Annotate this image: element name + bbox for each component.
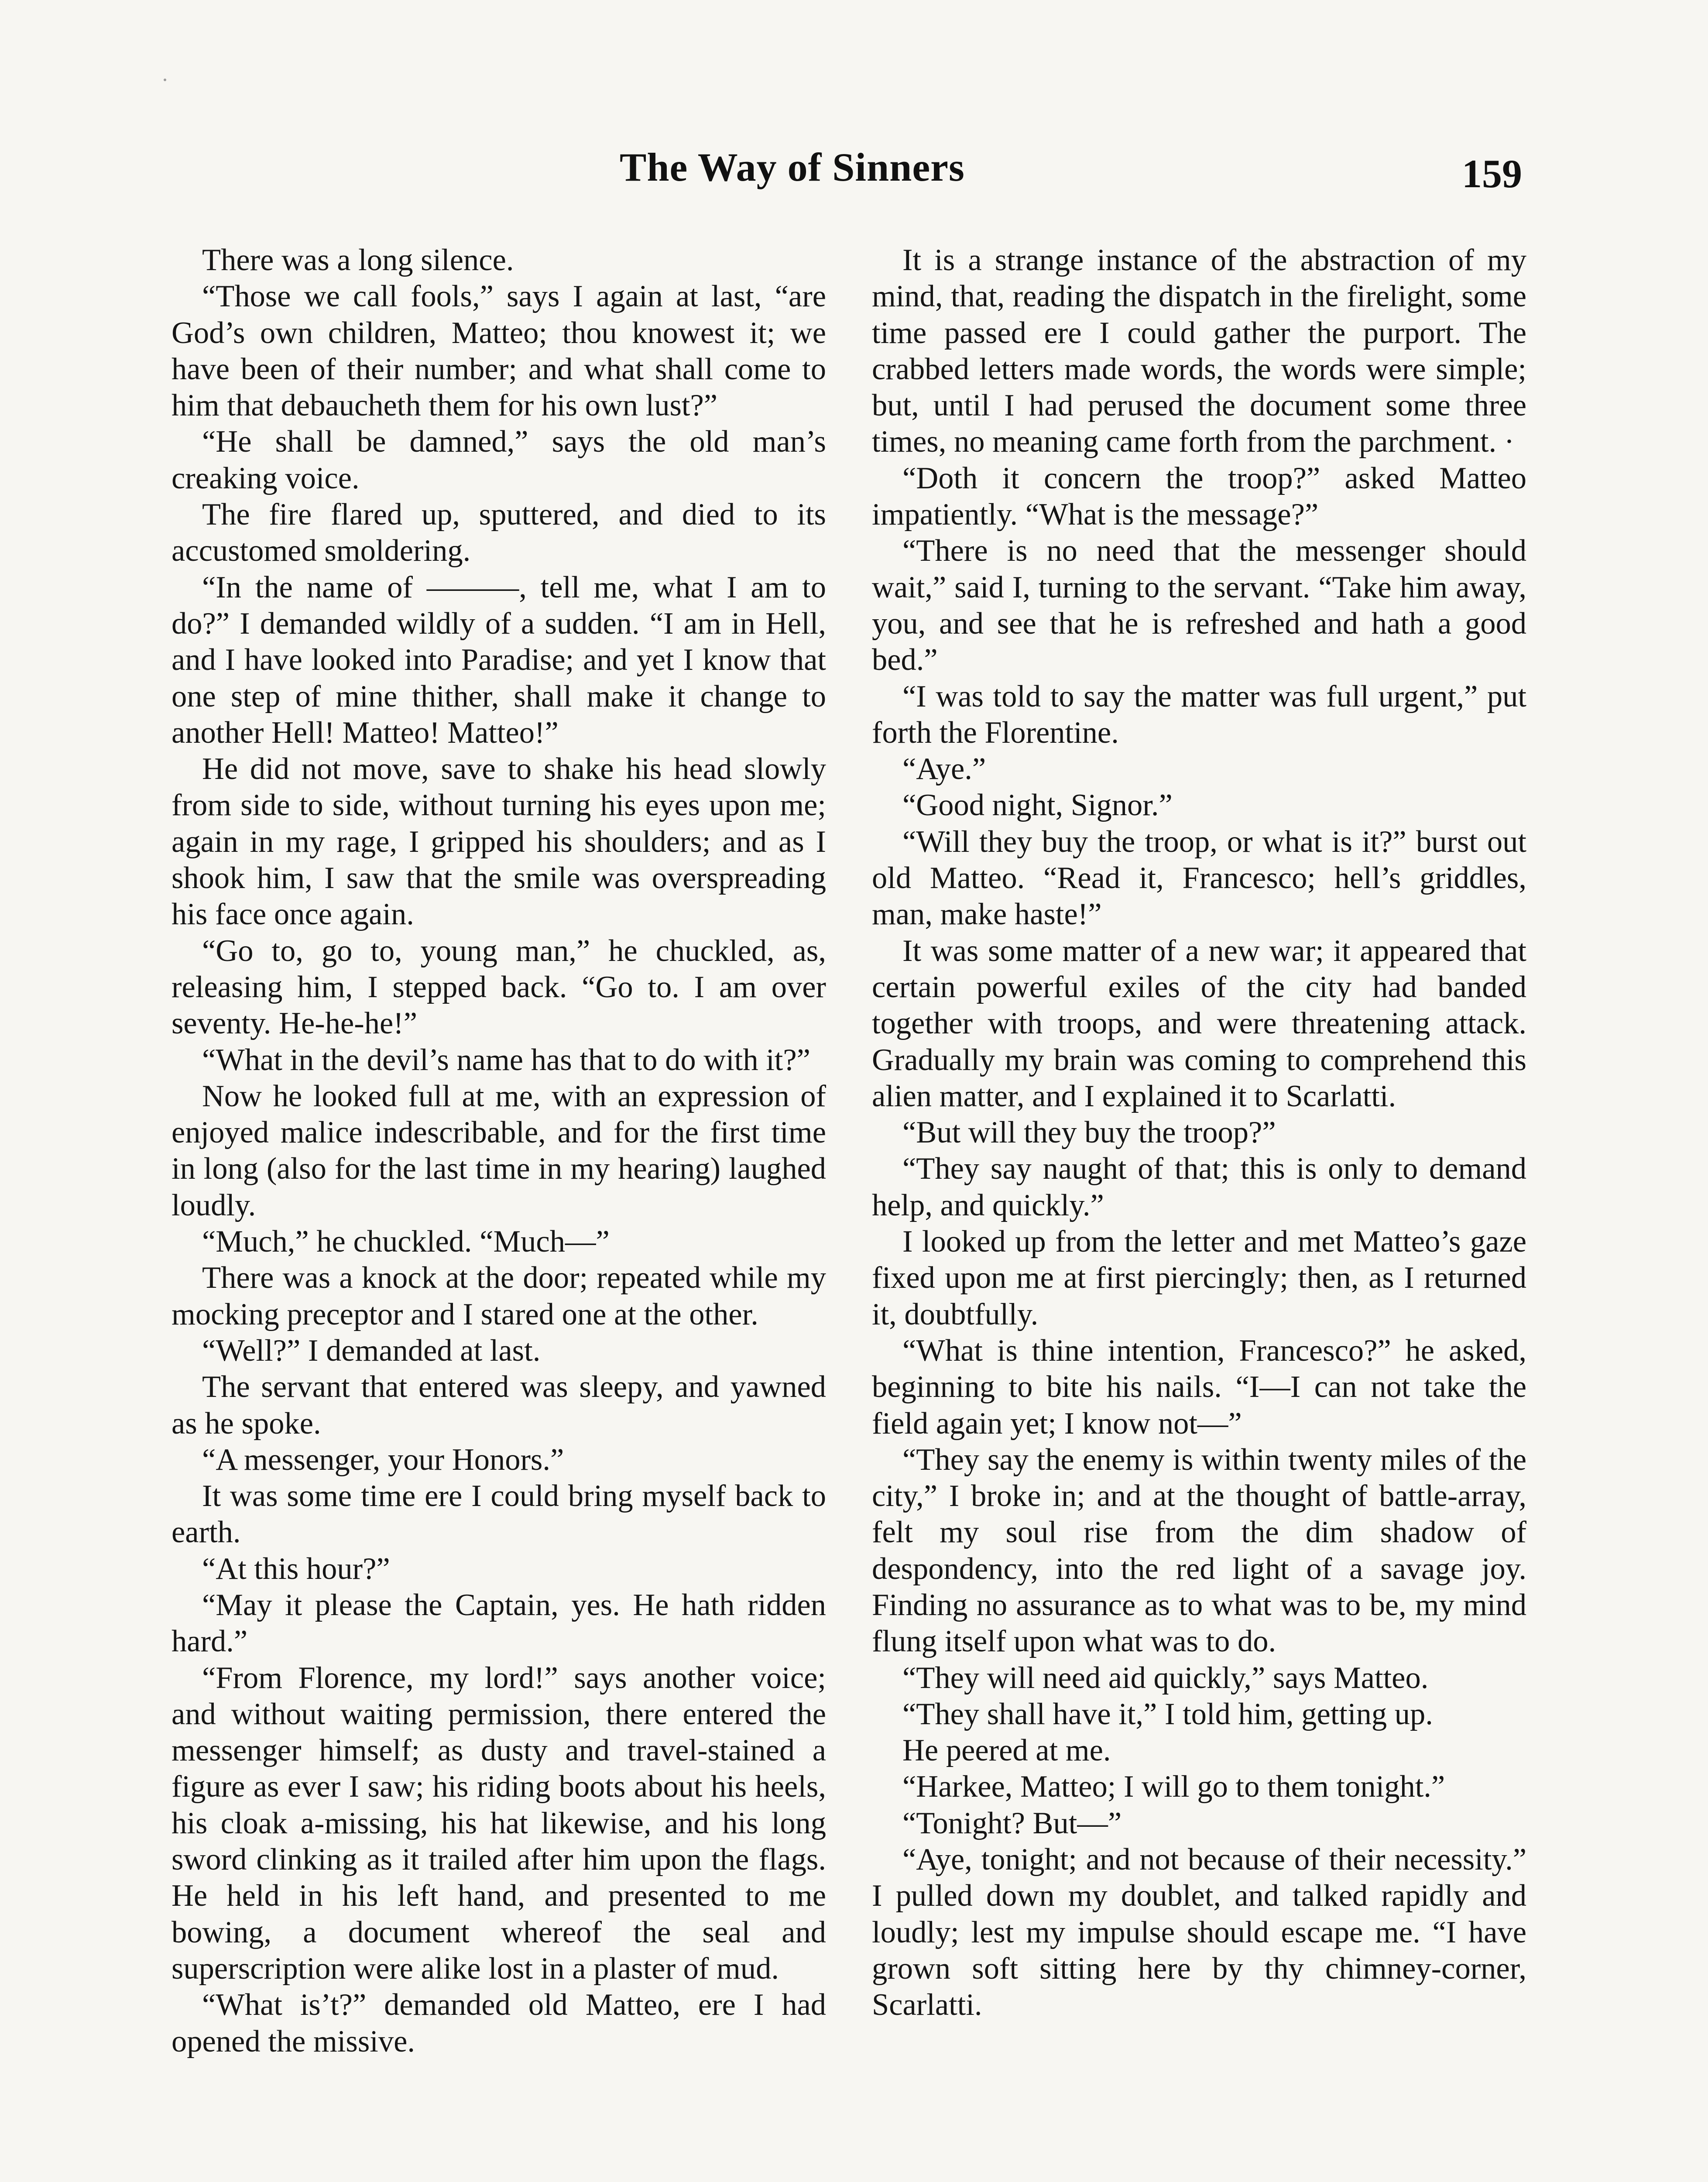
paragraph: “What is’t?” demanded old Matteo, ere I had opened the missive. [171, 1988, 826, 2058]
paragraph: “In the name of ———, tell me, what I am to do?” I demanded wildly of a sudden. “I am in Hell, and I have looked into Paradise; and yet I know that one step of mine thither, shall make it change to another Hell! Matteo! Matteo!” [171, 570, 826, 750]
paragraph: He did not move, save to shake his head slowly from side to side, without turning his eyes upon me; again in my rage, I gripped his shoulders; and as I shook him, I saw that the smile was overspreading his face once again. [171, 752, 826, 932]
running-title: The Way of Sinners [620, 145, 965, 189]
paragraph: “A messenger, your Honors.” [202, 1442, 564, 1477]
paragraph: “Good night, Signor.” [902, 788, 1173, 823]
paragraph: “From Florence, my lord!” says another voice; and without waiting permission, there entered the messenger himself; as dusty and travel-stained a figure as ever I saw; his riding boots about his heels, his cloak a-missing, his hat likewise, and his long sword clinking as it trailed after him upon the flags. He held in his left hand, and presented to me bowing, a document whereof the seal and superscription were alike lost in a plaster of mud. [171, 1661, 826, 1986]
paragraph: There was a knock at the door; repeated while my mocking preceptor and I stared one at the other. [171, 1261, 826, 1331]
paragraph: “What is thine intention, Francesco?” he asked, beginning to bite his nails. “I—I can not take the field again yet; I know not—” [872, 1333, 1526, 1441]
paragraph: I looked up from the letter and met Matteo’s gaze fixed upon me at first piercingly; then, as I returned it, doubtfully. [872, 1225, 1526, 1331]
paragraph: “What in the devil’s name has that to do with it?” [202, 1043, 810, 1077]
paragraph: There was a long silence. [202, 243, 514, 277]
paragraph: “They shall have it,” I told him, getting up. [902, 1697, 1433, 1731]
paragraph: It is a strange instance of the abstraction of my mind, that, reading the dispatch in the firelight, some time passed ere I could gather the purport. The crabbed letters made words, the words were simple; but, until I had perused the document some three times, no meaning came forth from the parchment. · [872, 243, 1526, 459]
paragraph: “They say the enemy is within twenty miles of the city,” I broke in; and at the thought of battle-array, felt my soul rise from the dim shadow of despondency, into the red light of a savage joy. Finding no assurance as to what was to be, my mind flung itself upon what was to do. [872, 1442, 1526, 1659]
paragraph: “They say naught of that; this is only to demand help, and quickly.” [872, 1152, 1526, 1222]
paragraph: “They will need aid quickly,” says Matteo. [902, 1661, 1429, 1695]
paragraph: “There is no need that the messenger should wait,” said I, turning to the servant. “Take him away, you, and see that he is refreshed and hath a good bed.” [872, 534, 1526, 677]
paragraph: It was some time ere I could bring myself back to earth. [171, 1479, 826, 1550]
right-column [872, 242, 1526, 2024]
paragraph: Now he looked full at me, with an expression of enjoyed malice indescribable, and for the first time in long (also for the last time in my hearing) laughed loudly. [171, 1079, 826, 1222]
paragraph: The servant that entered was sleepy, and yawned as he spoke. [171, 1370, 826, 1441]
paragraph: “Go to, go to, young man,” he chuckled, as, releasing him, I stepped back. “Go to. I am over seventy. He-he-he!” [171, 933, 826, 1041]
paragraph: “Those we call fools,” says I again at last, “are God’s own children, Matteo; thou knowest it; we have been of their number; and what shall come to him that debaucheth them for his own lust?” [171, 279, 826, 423]
paragraph: “Aye, tonight; and not because of their necessity.” I pulled down my doublet, and talked rapidly and loudly; lest my impulse should escape me. “I have grown soft sitting here by thy chimney-corner, Scarlatti. [872, 1842, 1526, 2022]
paragraph: “But will they buy the troop?” [902, 1115, 1276, 1150]
paragraph: “May it please the Captain, yes. He hath ridden hard.” [171, 1588, 826, 1659]
paragraph: “He shall be damned,” says the old man’s creaking voice. [171, 425, 826, 495]
paragraph: “Aye.” [902, 752, 986, 786]
paragraph: The fire flared up, sputtered, and died to its accustomed smoldering. [171, 497, 826, 568]
paragraph: It was some matter of a new war; it appeared that certain powerful exiles of the city had banded together with troops, and were threatening attack. Gradually my brain was coming to comprehend this alien matter, and I explained it to Scarlatti. [872, 933, 1526, 1113]
page-number: 159 [1462, 151, 1522, 196]
paragraph: He peered at me. [902, 1733, 1111, 1768]
paragraph: “Doth it concern the troop?” asked Matteo impatiently. “What is the message?” [872, 461, 1526, 532]
left-column [171, 242, 826, 2060]
paragraph: “Tonight? But—” [902, 1806, 1122, 1840]
print-speck [164, 79, 166, 81]
paragraph: “Well?” I demanded at last. [202, 1333, 541, 1368]
paragraph: “Harkee, Matteo; I will go to them tonight.” [902, 1770, 1445, 1804]
paragraph: “Much,” he chuckled. “Much—” [202, 1225, 610, 1259]
paragraph: “I was told to say the matter was full urgent,” put forth the Florentine. [872, 679, 1526, 750]
paragraph: “At this hour?” [202, 1551, 390, 1586]
paragraph: “Will they buy the troop, or what is it?” burst out old Matteo. “Read it, Francesco; hell’s griddles, man, make haste!” [872, 824, 1526, 932]
